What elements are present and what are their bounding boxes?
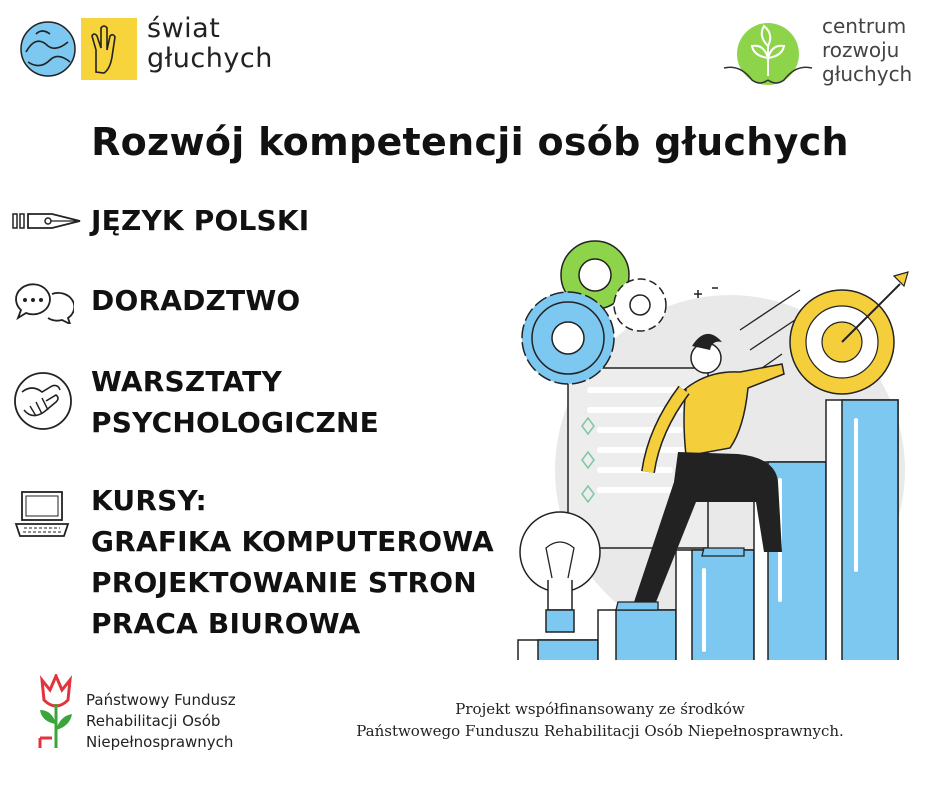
pfron-line: Rehabilitacji Osób	[86, 712, 221, 730]
service-label: JĘZYK POLSKI	[91, 204, 310, 237]
service-courses	[91, 480, 494, 644]
funding-note	[330, 698, 870, 742]
funding-note-line: Państwowego Funduszu Rehabilitacji Osób Niepełnosprawnych.	[356, 722, 844, 740]
lightbulb-icon	[520, 512, 600, 632]
page-title: Rozwój kompetencji osób głuchych	[91, 120, 849, 164]
centrum-rozwoju-wordmark	[822, 14, 912, 86]
logo-line: rozwoju	[822, 38, 900, 62]
swiat-gluchych-emblem	[18, 14, 138, 84]
service-label: DORADZTWO	[91, 284, 301, 317]
growth-illustration	[500, 230, 920, 660]
pen-nib-icon	[12, 206, 84, 236]
swiat-gluchych-wordmark	[147, 14, 273, 74]
service-counseling	[91, 280, 300, 321]
logo-line: świat	[147, 13, 221, 44]
service-label: PRACA BIUROWA	[91, 607, 361, 640]
service-language	[91, 200, 309, 241]
service-label: KURSY:	[91, 484, 207, 517]
laptop-icon	[14, 490, 70, 540]
pfron-tulip-logo	[36, 674, 76, 752]
centrum-rozwoju-logo	[722, 16, 822, 92]
service-label: PSYCHOLOGICZNE	[91, 406, 380, 439]
pfron-line: Państwowy Fundusz	[86, 691, 236, 709]
funding-note-line: Projekt współfinansowany ze środków	[455, 700, 745, 718]
service-workshops	[91, 361, 379, 443]
service-label: PROJEKTOWANIE STRON	[91, 566, 477, 599]
service-label: WARSZTATY	[91, 365, 282, 398]
logo-line: centrum	[822, 14, 907, 38]
sprout-hands-emblem	[722, 16, 822, 92]
service-label: GRAFIKA KOMPUTEROWA	[91, 525, 494, 558]
blue-gear-icon	[522, 292, 614, 384]
logo-line: głuchych	[147, 43, 273, 74]
pfron-line: Niepełnosprawnych	[86, 733, 234, 751]
white-gear-icon	[614, 279, 666, 331]
helping-hands-icon	[12, 370, 74, 432]
chat-bubbles-icon	[12, 280, 74, 324]
logo-line: głuchych	[822, 62, 913, 86]
pfron-wordmark	[86, 690, 236, 753]
target-icon	[790, 272, 908, 394]
